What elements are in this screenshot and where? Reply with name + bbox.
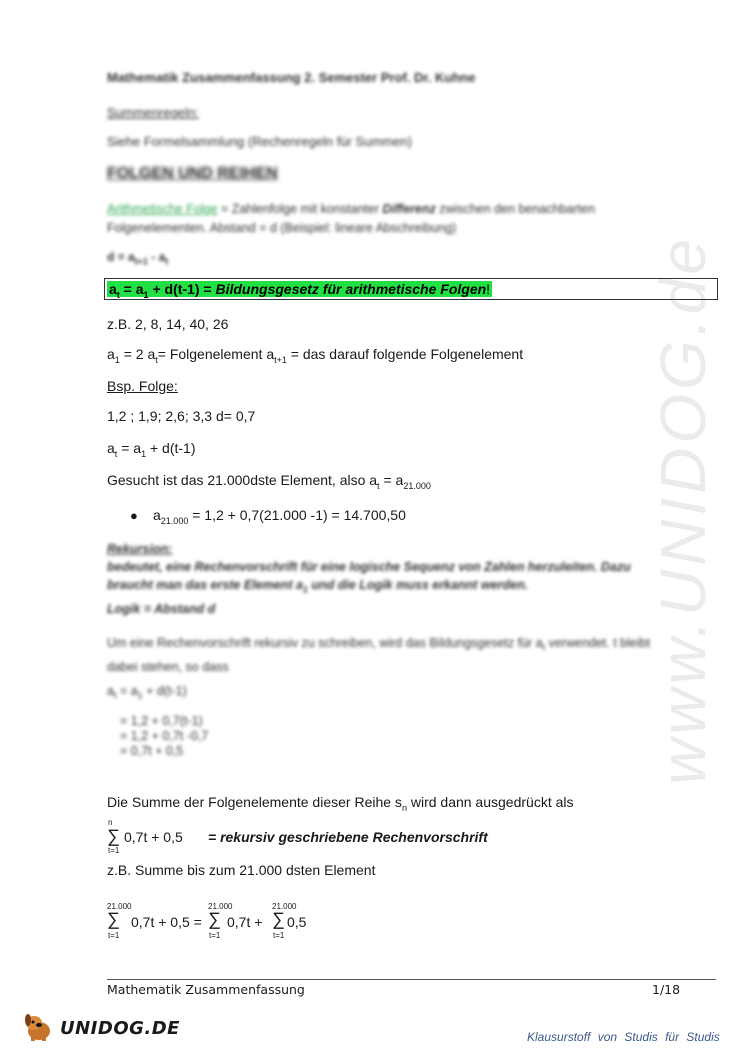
document-title: Mathematik Zusammenfassung 2. Semester Prof. Dr. Kuhne [107, 70, 476, 85]
summenregeln-text: Siehe Formelsammlung (Rechenregeln für Summen) [107, 134, 412, 149]
summenregeln-label: Summenregeln: [107, 105, 199, 120]
element-definition: $a_1 = 2$ $a_t=$ Folgenelement $a_{t+1}$ = das darauf folgende Folgenelement [107, 346, 524, 365]
sum3-upper: 21.000 [272, 902, 297, 911]
search-statement: Gesucht ist das 21.000dste Element, also $a_t = a_{21.000}$ [107, 472, 431, 491]
bullet-icon: ● [130, 508, 138, 523]
d-formula: $d = a_{t+1} - a_t$ [107, 250, 169, 267]
unidog-logo[interactable] [22, 1012, 180, 1045]
sigma2: ∑ [208, 909, 221, 929]
sum1-upper: 21.000 [107, 902, 132, 911]
bullet-result: $a_{21.000} = 1,2 + 0,7(21.000$ -1) = 14.700,50 [153, 507, 406, 526]
recursion-explanation: Um eine Rechenvorschrift rekursiv zu schreiben, wird das Bildungsgesetz für $a_t$ verwendet. t bleibt dabei stehen, so dass [107, 636, 651, 674]
sum-upper-limit: n [108, 818, 113, 827]
arithmetic-definition: Arithmetische Folge = Zahlenfolge mit konstanter Differenz zwischen den benachbarten Folgenelementen. Abstand = d (Beispiel: lineare Abschreibung) [107, 202, 595, 235]
watermark: www.UNIDOG.de [647, 235, 719, 785]
sum1-lower: t=1 [108, 931, 120, 940]
sum2-upper: 21.000 [208, 902, 233, 911]
sum3-expression: 0,5 [287, 914, 307, 930]
sum-intro: Die Summe der Folgenelemente dieser Reihe $s_n$ wird dann ausgedrückt als [107, 794, 574, 813]
footer-divider [107, 979, 716, 980]
sigma1: ∑ [107, 909, 120, 929]
arithmetic-term: Arithmetische Folge [107, 202, 218, 216]
recursion-paragraph: Rekursion: bedeutet, eine Rechenvorschrift für eine logische Sequenz von Zahlen herzuleiten. Dazu braucht man das erste Element $a_1$ und die Logik muss erkannt werden. [107, 542, 631, 595]
boxed-formula [104, 278, 718, 300]
sum1-expression: 0,7t + 0,5 = [131, 914, 202, 930]
slogan: Klausurstoff von Studis für Studis [527, 1030, 720, 1044]
section-heading: FOLGEN UND REIHEN [107, 165, 278, 182]
recursion-formula: $a_t = a_1 + d(t-1)$ [107, 684, 187, 701]
sigma-symbol: ∑ [107, 826, 120, 846]
sigma3: ∑ [272, 909, 285, 929]
logo-text: UNIDOG.DE [60, 1018, 180, 1039]
dog-icon [22, 1012, 56, 1045]
sum-label: = rekursiv geschriebene Rechenvorschrift [208, 829, 488, 845]
sum2-lower: t=1 [209, 931, 221, 940]
example-label: Bsp. Folge: [107, 378, 178, 394]
page-number: 1/18 [652, 982, 681, 997]
sum-lower-limit: t=1 [108, 846, 120, 855]
example-values: 1,2 ; 1,9; 2,6; 3,3 d= 0,7 [107, 408, 256, 424]
sum-expression: 0,7t + 0,5 [124, 829, 183, 845]
highlighted-formula: $a_t = a_1 + d(t-1)$ = Bildungsgesetz für arithmetische Folgen! [109, 281, 491, 300]
footer-title: Mathematik Zusammenfassung [107, 982, 305, 997]
sum2-expression: 0,7t + [227, 914, 263, 930]
sum-example: z.B. Summe bis zum 21.000 dsten Element [107, 862, 376, 878]
logik-line: Logik = Abstand d [107, 602, 216, 616]
recursion-steps: = 1,2 + 0,7(t-1) = 1,2 + 0,7t -0,7 = 0,7t + 0,5 [120, 714, 209, 758]
general-formula: $a_t = a_1 + d(t-1)$ [107, 440, 196, 459]
sum3-lower: t=1 [273, 931, 285, 940]
example-sequence: z.B. 2, 8, 14, 40, 26 [107, 316, 229, 332]
